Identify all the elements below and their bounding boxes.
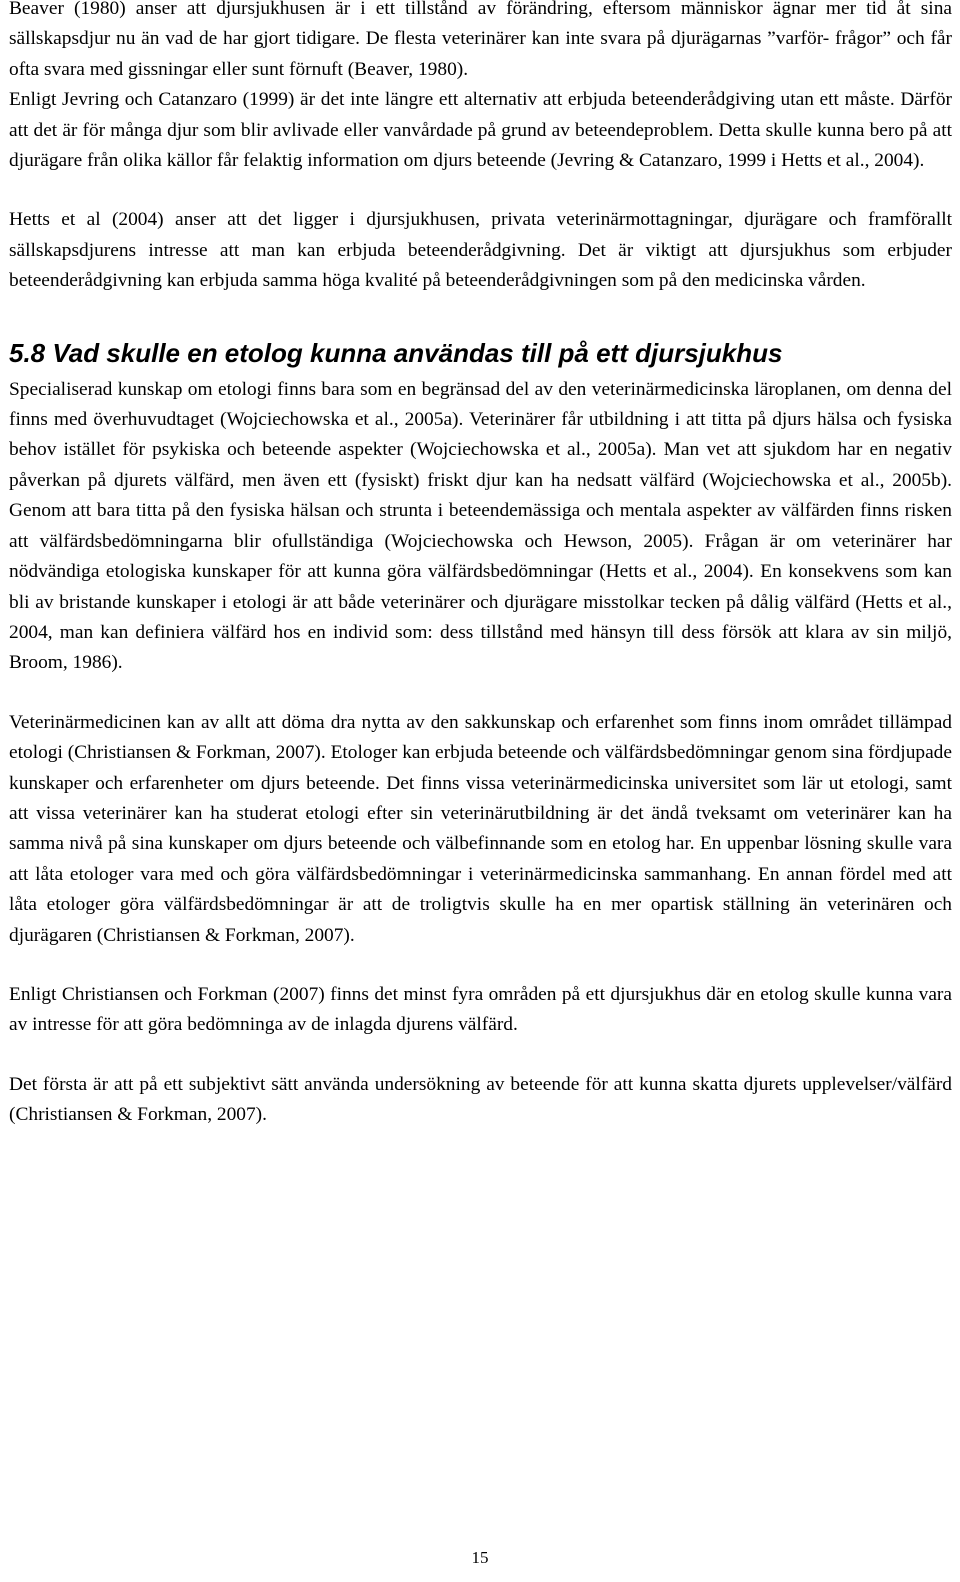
paragraph-jevring: Enligt Jevring och Catanzaro (1999) är det inte längre ett alternativ att erbjuda beteenderådgiving utan ett måste. Därför att det är för många djur som blir avlivade eller vanvårdade på grund av beteendeproblem. Detta skulle kunna bero på att djurägare från olika källor får felaktig information om djurs beteende (Jevring & Catanzaro, 1999 i Hetts et al., 2004). — [9, 89, 952, 172]
text-column — [9, 0, 952, 1131]
paragraph-beaver: Beaver (1980) anser att djursjukhusen är i ett tillstånd av förändring, eftersom människor ägnar mer tid åt sina sällskapsdjur nu än vad de har gjort tidigare. De flesta veterinärer kan inte svara på djurägarnas ”varför- frågor” och får ofta svara med gissningar eller sunt förnuft (Beaver, 1980). — [9, 0, 952, 80]
paragraph-hetts: Hetts et al (2004) anser att det ligger i djursjukhusen, privata veterinärmottagningar, djurägare och framförallt sällskapsdjurens intresse att man kan erbjuda beteenderådgivning. Det är viktigt att djursjukhus som erbjuder beteenderådgivning kan erbjuda samma höga kvalité på beteenderådgivningen som på den medicinska vården. — [9, 209, 952, 292]
paragraph-gap — [9, 679, 952, 708]
page-number: 15 — [471, 1548, 489, 1567]
paragraph-gap — [9, 951, 952, 980]
paragraph-gap — [9, 176, 952, 205]
paragraph-veterinarmedicinen: Veterinärmedicinen kan av allt att döma dra nytta av den sakkunskap och erfarenhet som finns inom området tillämpad etologi (Christiansen & Forkman, 2007). Etologer kan erbjuda beteende och välfärdsbedömningar genom sina fördjupade kunskaper och erfarenheter om djurs beteende. Det finns vissa veterinärmedicinska universitet som lär ut etologi, samt att vissa veterinärer kan ha studerat etologi efter sin veterinärutbildning är det ändå tveksamt om veterinärer kan ha samma nivå på sina kunskaper om djurs beteende och välbefinnande som en etolog har. En uppenbar lösning skulle vara att låta etologer vara med och göra välfärdsbedömningar i veterinärmedicinska sammanhang. En annan fördel med att låta etologer göra välfärdsbedömningar är att de troligtvis skulle ha en mer opartisk ställning än veterinären och djurägaren (Christiansen & Forkman, 2007). — [9, 711, 952, 946]
paragraph-christiansen: Enligt Christiansen och Forkman (2007) finns det minst fyra områden på ett djursjukhus där en etolog skulle kunna vara av intresse för att göra bedömninga av de inlagda djurens välfärd. — [9, 983, 952, 1036]
paragraph-specialiserad: Specialiserad kunskap om etologi finns bara som en begränsad del av den veterinärmedicinska läroplanen, om denna del finns med överhuvudtaget (Wojciechowska et al., 2005a). Veterinärer får utbildning i att titta på djurs hälsa och fysiska behov istället för psykiska och beteende aspekter (Wojciechowska et al., 2005a). Man vet att sjukdom har en negativ påverkan på djurets välfärd, men även ett (fysiskt) friskt djur kan ha nedsatt välfärd (Wojciechowska et al., 2005b). Genom att bara titta på den fysiska hälsan och strunta i beteendemässiga och mentala aspekter av välfärden finns risken att välfärdsbedömningarna blir ofullständiga (Wojciechowska och Hewson, 2005). Frågan är om veterinärer har nödvändiga etologiska kunskaper för att kunna göra välfärdsbedömningar (Hetts et al., 2004). En konsekvens som kan bli av bristande kunskaper i etologi är att både veterinärer och djurägare misstolkar tecken på dålig välfärd (Hetts et al., 2004, man kan definiera välfärd hos en individ som: dess tillstånd med hänsyn till dess försök att klara av sin miljö, Broom, 1986). — [9, 378, 952, 674]
paragraph-forsta: Det första är att på ett subjektivt sätt använda undersökning av beteende för att kunna skatta djurets upplevelser/välfärd (Christiansen & Forkman, 2007). — [9, 1073, 952, 1126]
section-heading: 5.8 Vad skulle en etolog kunna användas till på ett djursjukhus — [9, 337, 783, 368]
paragraph-gap — [9, 1041, 952, 1070]
